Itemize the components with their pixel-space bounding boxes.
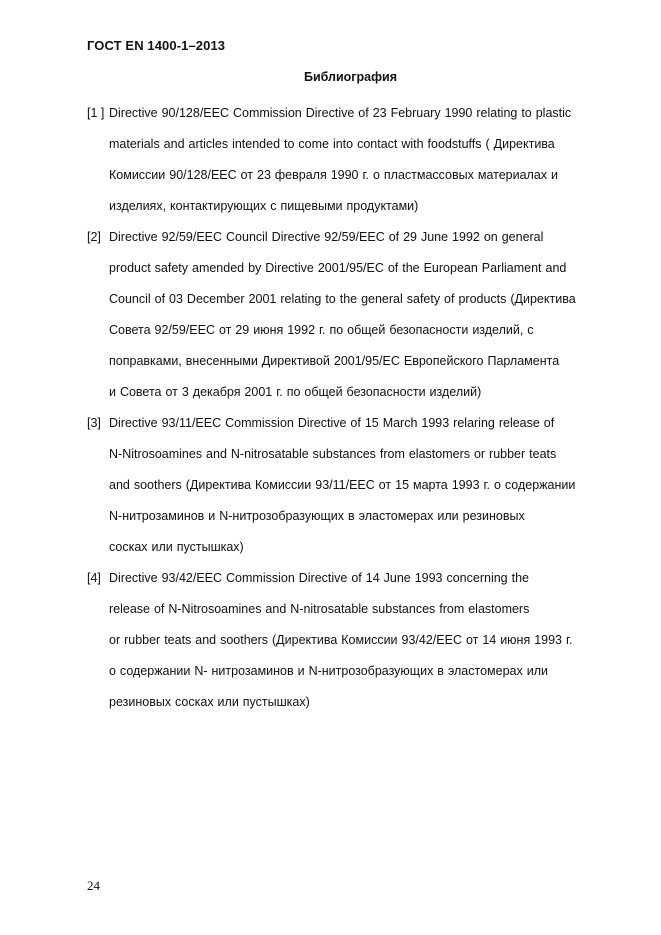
entry-line: N-Nitrosoamines and N-nitrosatable substances from elastomers or rubber teats — [109, 447, 557, 461]
entry-text — [109, 98, 627, 222]
entry-line: о содержании N- нитрозаминов и N-нитрозобразующих в эластомерах или — [109, 664, 548, 678]
entry-text — [109, 563, 627, 718]
entry-line: Council of 03 December 2001 relating to the general safety of products (Директива — [109, 292, 576, 306]
page-number: 24 — [87, 878, 100, 893]
entry-line: Совета 92/59/EEC от 29 июня 1992 г. по общей безопасности изделий, с — [109, 323, 534, 337]
entry-number: [4] — [87, 571, 101, 585]
entry-number: [1 ] — [87, 106, 105, 120]
entry-line: Directive 92/59/EEC Council Directive 92/59/EEC of 29 June 1992 on general — [109, 230, 544, 244]
entry-line: Directive 93/11/EEC Commission Directive of 15 March 1993 relaring release of — [109, 416, 555, 430]
entry-text — [109, 222, 627, 408]
entry-line: release of N-Nitrosoamines and N-nitrosatable substances from elastomers — [109, 602, 530, 616]
entry-line: изделиях, контактирующих с пищевыми продуктами) — [109, 199, 419, 213]
bibliography-entry — [87, 222, 627, 408]
bibliography-entry — [87, 563, 627, 718]
entry-line: резиновых сосках или пустышках) — [109, 695, 310, 709]
bibliography-entry — [87, 408, 627, 563]
entry-line: Directive 93/42/EEC Commission Directive of 14 June 1993 concerning the — [109, 571, 529, 585]
entry-line: сосках или пустышках) — [109, 540, 244, 554]
entry-line: and soothers (Директива Комиссии 93/11/EEC от 15 марта 1993 г. о содержании — [109, 478, 576, 492]
entry-number: [3] — [87, 416, 101, 430]
entry-line: поправками, внесенными Директивой 2001/95/EC Европейского Парламента — [109, 354, 560, 368]
entry-line: Комиссии 90/128/EEC от 23 февраля 1990 г. о пластмассовых материалах и — [109, 168, 559, 182]
entry-line: or rubber teats and soothers (Директива Комиссии 93/42/EEC от 14 июня 1993 г. — [109, 633, 573, 647]
entry-line: Directive 90/128/EEC Commission Directive of 23 February 1990 relating to plastic — [109, 106, 572, 120]
entry-line: N-нитрозаминов и N-нитрозобразующих в эластомерах или резиновых — [109, 509, 525, 523]
entry-line: materials and articles intended to come into contact with foodstuffs ( Директива — [109, 137, 555, 151]
entry-line: и Совета от 3 декабря 2001 г. по общей безопасности изделий) — [109, 385, 482, 399]
section-title: Библиография — [303, 70, 398, 84]
document-header: ГОСТ EN 1400-1–2013 — [87, 38, 226, 53]
entry-line: product safety amended by Directive 2001/95/EC of the European Parliament and — [109, 261, 567, 275]
entry-number: [2] — [87, 230, 101, 244]
entry-text — [109, 408, 627, 563]
bibliography-list — [87, 98, 627, 718]
bibliography-entry — [87, 98, 627, 222]
